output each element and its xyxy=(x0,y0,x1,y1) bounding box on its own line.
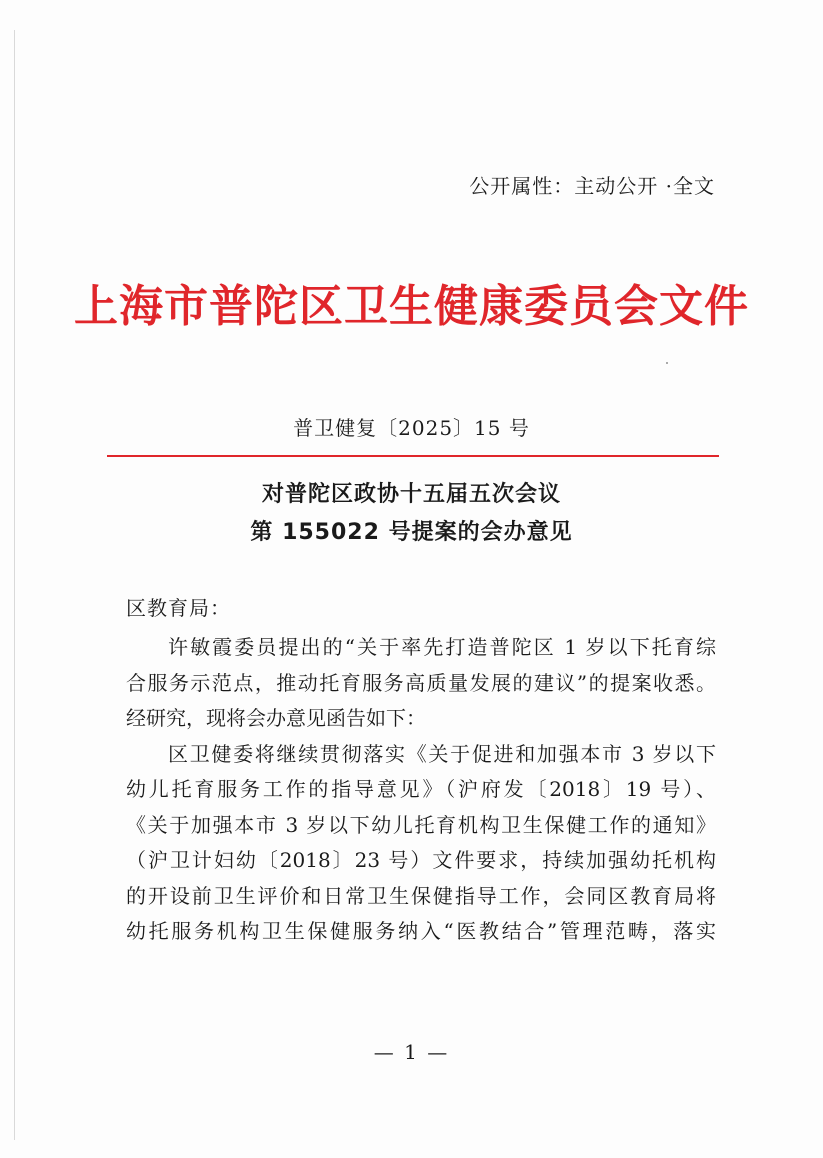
body-line: 幼托服务机构卫生保健服务纳入“医教结合”管理范畴，落实 xyxy=(126,919,716,943)
body-line: 幼儿托育服务工作的指导意见》（沪府发〔2018〕19 号）、 xyxy=(126,777,716,801)
page-number: — 1 — xyxy=(373,1040,450,1064)
body-line: 的开设前卫生评价和日常卫生保健指导工作，会同区教育局将 xyxy=(126,883,716,908)
body-line: 许敏霞委员提出的“关于率先打造普陀区 1 岁以下托育综 xyxy=(168,635,716,659)
disclosure-attribute: 公开属性：主动公开 ·全文 xyxy=(469,174,715,198)
body-line: 区卫健委将继续贯彻落实《关于促进和加强本市 3 岁以下 xyxy=(168,741,716,766)
red-separator-rule xyxy=(107,455,719,457)
scan-edge-line xyxy=(14,30,15,1140)
document-number: 普卫健复〔2025〕15 号 xyxy=(293,416,530,440)
body-text xyxy=(126,630,716,950)
title-line-1: 对普陀区政协十五届五次会议 xyxy=(261,482,561,507)
scan-speck xyxy=(666,362,668,364)
body-line: 合服务示范点，推动托育服务高质量发展的建议”的提案收悉。 xyxy=(126,670,716,695)
body-line: 《关于加强本市 3 岁以下幼儿托育机构卫生保健工作的通知》 xyxy=(126,812,716,837)
masthead-title: 上海市普陀区卫生健康委员会文件 xyxy=(74,281,749,332)
document-title xyxy=(0,476,823,552)
title-line-2: 第 155022 号提案的会办意见 xyxy=(250,520,573,545)
salutation: 区教育局： xyxy=(126,596,231,620)
body-line: 经研究，现将会办意见函告如下： xyxy=(126,706,426,730)
body-line: （沪卫计妇幼〔2018〕23 号）文件要求，持续加强幼托机构 xyxy=(126,848,716,872)
